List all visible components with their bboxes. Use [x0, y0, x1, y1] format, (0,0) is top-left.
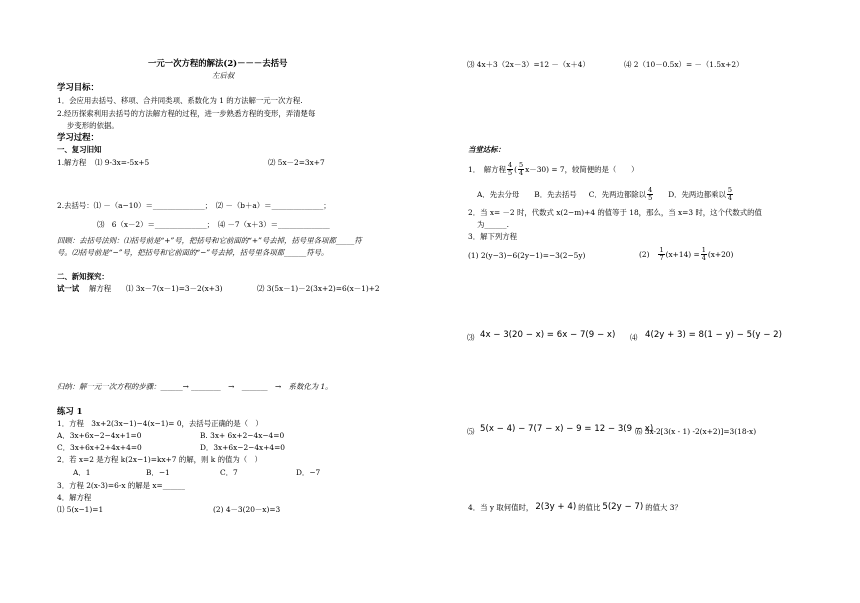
practice-q1-option-b: B. 3x+ 6x+2−4x−4=0	[200, 431, 285, 440]
check-q3-equation-5: 5(x − 4) − 7(7 − x) − 9 = 12 − 3(9 − x)	[480, 424, 654, 434]
check-q4-expression-2: 5(2y − 7)	[602, 501, 644, 512]
fraction-denominator: 4	[727, 193, 733, 202]
check-q3-equation-2	[639, 246, 733, 262]
new-knowledge-heading: 二、新知探究：	[57, 272, 109, 281]
check-q3-equation-5-label: ⑸	[467, 427, 475, 436]
author-name: 左后叔	[212, 71, 235, 80]
practice-q2-option-a: A．1	[73, 468, 91, 477]
fraction-denominator: 4	[701, 253, 706, 262]
practice-q2: 2．若 x=2 是方程 k(2x−1)=kx+7 的解，则 k 的值为（ ）	[57, 455, 262, 464]
check-q2-line-1: 2．当 x= －2 时，代数式 x(2−m)+4 的值等于 18，那么，当 x=3 时，这个代数式的值	[468, 208, 762, 217]
practice-q1-option-d: D．3x+6x−2−4x+4=0	[200, 443, 285, 452]
check-q3-equation-4: 4(2y + 3) = 8(1 − y) − 5(y − 2)	[645, 330, 782, 340]
check-q4-expression-1: 2(3y + 4)	[535, 501, 577, 512]
review-2-line-1: 2.去括号：⑴ －（a−10）＝______________； ⑵ －（b＋a）＝______________；	[57, 201, 331, 210]
check-q4-suffix: 的值大 3？	[645, 502, 682, 512]
practice-q4-equation-1: ⑴ 5(x−1)=1	[57, 505, 104, 514]
steps-summary: 归纳：解一元一次方程的步骤：______→ ________ → _______ → 系数化为 1。	[57, 382, 333, 391]
fraction-denominator: 5	[648, 193, 653, 202]
check-q4-prefix: 4．当 y 取何值时，	[468, 502, 534, 512]
class-check-heading: 当堂达标：	[468, 145, 505, 154]
check-q1-fraction-outer	[507, 162, 513, 177]
check-q3: 3．解下列方程	[468, 232, 518, 241]
check-q3-equation-1: (1) 2(y−3)−6(2y−1)=−3(2−5y)	[468, 251, 586, 260]
recall-line-2: 号。⑵括号前是“−”号，把括号和它前面的“−”号去掉，括号里各项都______符号。	[57, 248, 329, 257]
check-q1-option-a: A．先去分母	[477, 189, 520, 199]
equation-fraction	[658, 247, 664, 262]
fraction-numerator: 1	[701, 245, 706, 254]
practice-q2-option-c: C．7	[220, 468, 238, 477]
practice-q4-equation-2: (2) 4－3(20－x)=3	[213, 505, 281, 514]
review-2-line-2: ⑶ 6（x－2）＝______________； ⑷ －7（x＋3）＝______________	[97, 220, 330, 229]
practice-heading: 练习 1	[57, 406, 83, 416]
check-q1-option-c-fraction	[647, 187, 653, 202]
check-q3-equation-6: ⑹ 3x-2[3(x - 1) -2(x+2)]=3(18-x)	[635, 427, 757, 436]
practice-q3: 3．方程 2(x-3)=6-x 的解是 x=______	[57, 481, 185, 490]
page-title: 一元一次方程的解法(2)－－－去括号	[148, 58, 288, 68]
check-q3-equation-3-label: ⑶	[467, 333, 475, 342]
practice-q2-option-d: D．−7	[296, 468, 321, 477]
process-heading: 学习过程：	[57, 132, 99, 142]
check-q1-option-b: B．先去括号	[534, 189, 577, 199]
fraction-numerator: 5	[727, 185, 733, 194]
check-q4	[468, 501, 682, 513]
goal-1: 1．会应用去括号、移项、合并同类项、系数化为 1 的方法解一元一次方程.	[57, 96, 303, 105]
practice-q1-option-a: A．3x+6x−2−4x+1=0	[57, 431, 142, 440]
try-equation-2: ⑵ 3(5x－1)－2(3x+2)=6(x－1)+2	[257, 284, 380, 293]
practice-q1: 1．方程 3x+2(3x−1)−4(x−1)= 0，去括号正确的是（ ）	[57, 419, 263, 428]
practice-q4: 4．解方程	[57, 493, 92, 502]
check-q3-equation-3: 4x − 3(20 − x) = 6x − 7(9 − x)	[480, 330, 616, 340]
fraction-numerator: 5	[519, 160, 524, 169]
fraction-denominator: 5	[507, 168, 513, 177]
practice-q1-option-c: C．3x+6x+2+4x+4=0	[57, 443, 142, 452]
check-q1-fraction-inner	[518, 162, 524, 177]
equation-4: ⑷ 2（10－0.5x）= －（1.5x+2）	[624, 60, 744, 69]
equation-3: ⑶ 4x＋3（2x－3）=12 －（x＋4）	[467, 60, 590, 69]
try-text: 解方程	[89, 284, 112, 293]
equation-middle: (x+14) =	[665, 249, 700, 259]
equation-end: (x+20)	[707, 249, 734, 259]
check-q1-option-c: C．先两边都除以	[588, 189, 647, 199]
fraction-numerator: 4	[648, 185, 653, 194]
review-1-equation-1: ⑴ 9-3x=-5x+5	[95, 158, 150, 167]
review-heading: 一、复习旧知	[57, 145, 102, 154]
goal-2-line-1: 2.经历探索利用去括号的方法解方程的过程，进一步熟悉方程的变形，弄清楚每	[57, 109, 316, 118]
check-q1-prefix: 1． 解方程	[468, 164, 506, 174]
check-q1-option-d: D．先两边都乘以	[668, 189, 726, 199]
check-q4-middle: 的值比	[578, 502, 601, 512]
review-1-label: 1.解方程	[57, 158, 87, 167]
fraction-denominator: 7	[659, 253, 664, 262]
fraction-numerator: 1	[659, 245, 664, 254]
equation-label: (2)	[639, 249, 650, 259]
goal-2-line-2: 步变形的依据。	[67, 121, 119, 130]
fraction-numerator: 4	[507, 160, 513, 169]
fraction-denominator: 4	[519, 168, 524, 177]
check-q2-line-2: 为______.	[477, 220, 509, 229]
review-1-equation-2: ⑵ 5x－2=3x+7	[268, 158, 325, 167]
check-q1-suffix: x－30) = 7，较简便的是（ ）	[525, 164, 639, 174]
try-equation-1: ⑴ 3x－7(x－1)=3－2(x+3)	[126, 284, 223, 293]
check-q1-option-d-fraction	[727, 187, 733, 202]
recall-line-1: 回顾：去括号法则：⑴括号前是“+”号，把括号和它前面的“+”号去掉，括号里各项都_____符	[57, 236, 362, 245]
practice-q2-option-b: B．−1	[146, 468, 170, 477]
check-q1: 1． 解方程 $\frac{4}{5}$ ( $\frac{5}{4}$ x－30) = 7，较简便的是（ ）	[468, 160, 639, 177]
check-q3-equation-4-label: ⑷	[630, 333, 638, 342]
equation-fraction	[701, 247, 707, 262]
goals-heading: 学习目标：	[57, 82, 99, 92]
try-label: 试一试	[57, 284, 80, 293]
check-q1-options	[477, 187, 734, 201]
